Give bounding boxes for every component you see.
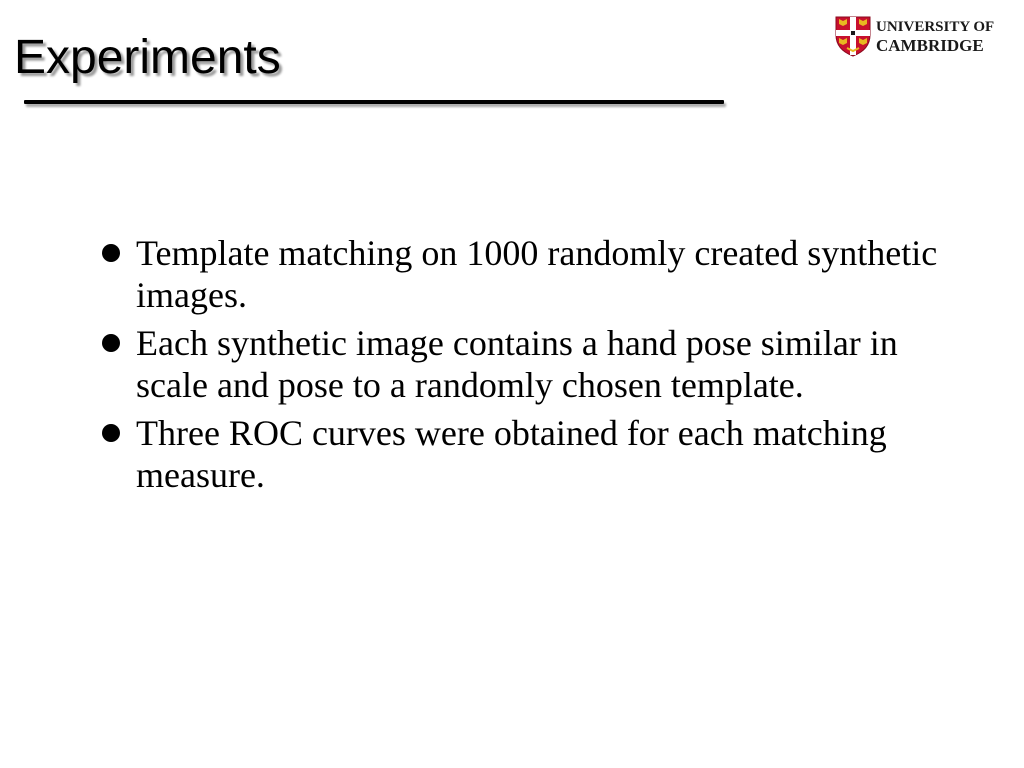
- title-underline: [24, 100, 724, 104]
- bullet-icon: [102, 424, 120, 442]
- list-item: [101, 412, 961, 496]
- bullet-icon: [102, 244, 120, 262]
- bullet-text: Template matching on 1000 randomly created synthetic images.: [136, 233, 938, 315]
- university-logo: [834, 15, 1009, 57]
- slide-title: Experiments: [14, 31, 281, 84]
- crest-icon: [836, 17, 870, 56]
- bullet-icon: [102, 334, 120, 352]
- logo-line1: UNIVERSITY OF: [876, 19, 995, 35]
- bullet-text: Each synthetic image contains a hand pose similar in scale and pose to a randomly chosen template.: [136, 323, 898, 405]
- list-item: [101, 322, 961, 406]
- logo-line2: CAMBRIDGE: [876, 36, 984, 55]
- list-item: [101, 232, 961, 316]
- bullet-text: Three ROC curves were obtained for each matching measure.: [136, 413, 887, 495]
- bullet-list: [101, 232, 961, 502]
